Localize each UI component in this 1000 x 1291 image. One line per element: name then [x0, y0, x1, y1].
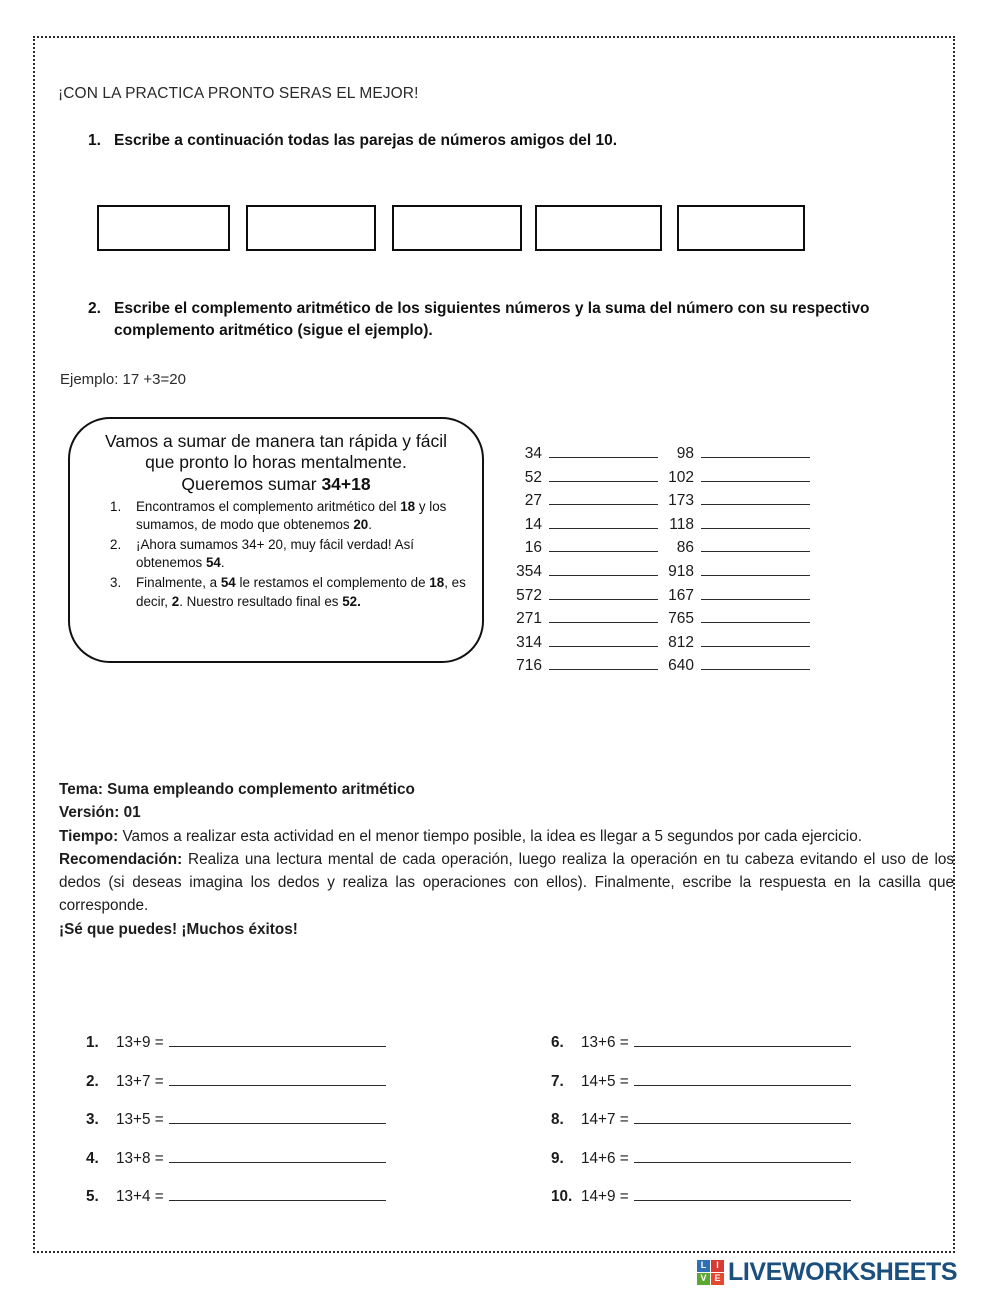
exercise-answer-blank[interactable]: [634, 1109, 851, 1124]
callout-sum-prefix: Queremos sumar: [181, 473, 322, 494]
question-1: [88, 130, 848, 152]
complement-number: 118: [669, 515, 694, 533]
complement-answer-blank[interactable]: [701, 536, 810, 552]
complement-row: [508, 489, 658, 513]
complement-answer-blank[interactable]: [701, 489, 810, 505]
complement-answer-blank[interactable]: [701, 654, 810, 670]
example-label: Ejemplo: 17 +3=20: [60, 371, 186, 388]
worksheet-info-block: [59, 778, 954, 941]
complement-number: 812: [668, 633, 694, 651]
callout-step-2-text: ¡Ahora sumamos 34+ 20, muy fácil verdad! Así obtenemos 54.: [136, 537, 414, 571]
info-version-label: Versión:: [59, 804, 120, 822]
info-tiempo: [59, 825, 954, 848]
exercise-expression: 13+9 =: [116, 1034, 164, 1051]
question-1-text: Escribe a continuación todas las parejas de números amigos del 10.: [114, 132, 618, 149]
info-recomendacion: [59, 848, 954, 918]
exercise-number: 5.: [86, 1188, 99, 1205]
callout-sum-value: 34+18: [321, 473, 371, 494]
complement-row: [660, 631, 810, 655]
exercise-number: 9.: [551, 1149, 564, 1167]
complement-answer-blank[interactable]: [549, 513, 658, 529]
complement-exercise-columns: [508, 442, 828, 682]
complement-number: 167: [668, 586, 694, 604]
complement-answer-blank[interactable]: [701, 584, 810, 600]
complement-number: 173: [668, 492, 694, 510]
exercise-answer-blank[interactable]: [634, 1071, 851, 1086]
callout-heading-line-1: Vamos a sumar de manera tan rápida y fácil: [104, 431, 448, 451]
complement-answer-blank[interactable]: [701, 560, 810, 576]
complement-row: [508, 513, 658, 537]
exercise-number: 4.: [86, 1149, 99, 1167]
complement-answer-blank[interactable]: [549, 584, 658, 600]
number-pairs-answer-boxes: [97, 205, 809, 253]
callout-step-2: [110, 536, 468, 572]
callout-sum-line: [70, 474, 482, 496]
callout-heading: [70, 419, 482, 474]
exercise-expression: 14+5 =: [581, 1072, 629, 1090]
info-recomendacion-label: Recomendación:: [59, 850, 183, 868]
complement-number: 640: [668, 657, 694, 675]
exercise-answer-blank[interactable]: [169, 1186, 386, 1201]
complement-row: [508, 560, 658, 584]
answer-box-1[interactable]: [97, 205, 230, 251]
exercise-answer-blank[interactable]: [169, 1148, 386, 1163]
callout-step-1-text: Encontramos el complemento aritmético del 18 y los sumamos, de modo que obtenemos 20.: [136, 498, 447, 532]
exercise-row: [551, 1148, 851, 1187]
complement-answer-blank[interactable]: [549, 631, 658, 647]
exercise-number: 3.: [86, 1111, 99, 1128]
complement-answer-blank[interactable]: [701, 442, 810, 458]
complement-row: [508, 654, 658, 678]
complement-column-left: [508, 442, 658, 678]
complement-answer-blank[interactable]: [701, 513, 810, 529]
exercise-expression: 14+9 =: [581, 1188, 629, 1205]
complement-answer-blank[interactable]: [549, 489, 658, 505]
info-tema: [59, 778, 954, 801]
complement-column-right: [660, 442, 810, 678]
complement-row: [660, 442, 810, 466]
callout-step-3-number: 3.: [110, 575, 122, 591]
liveworksheets-wordmark: LIVEWORKSHEETS: [728, 1257, 958, 1286]
complement-number: 102: [668, 468, 694, 486]
exercise-expression: 14+7 =: [581, 1111, 629, 1128]
exercise-row: [86, 1109, 386, 1148]
exercise-number: 10.: [551, 1188, 573, 1205]
info-tema-label: Tema:: [59, 781, 103, 798]
exercise-row: [551, 1071, 851, 1110]
callout-step-2-number: 2.: [110, 537, 122, 552]
complement-answer-blank[interactable]: [549, 607, 658, 623]
complement-row: [660, 607, 810, 631]
exercise-answer-blank[interactable]: [634, 1032, 851, 1047]
exercise-row: [86, 1186, 386, 1225]
exercise-answer-blank[interactable]: [634, 1186, 851, 1201]
exercise-answer-blank[interactable]: [169, 1071, 386, 1086]
complement-row: [660, 536, 810, 560]
complement-row: [508, 584, 658, 608]
complement-number: 98: [676, 445, 694, 462]
exercise-column-right: [551, 1032, 851, 1225]
final-exercise-area: [0, 1032, 1000, 1222]
complement-row: [660, 466, 810, 490]
complement-row: [508, 631, 658, 655]
liveworksheets-logo[interactable]: [697, 1257, 957, 1287]
exercise-number: 1.: [86, 1034, 99, 1051]
info-tiempo-value: Vamos a realizar esta actividad en el menor tiempo posible, la idea es llegar a 5 segundos por cada ejercicio.: [118, 827, 862, 845]
logo-tile-i: I: [711, 1260, 724, 1272]
logo-tile-v: V: [697, 1273, 710, 1285]
exercise-number: 8.: [551, 1111, 564, 1128]
complement-number: 572: [516, 586, 542, 604]
complement-number: 354: [516, 562, 542, 580]
method-explanation-callout: [68, 417, 484, 663]
callout-step-3: [110, 574, 468, 610]
complement-answer-blank[interactable]: [701, 631, 810, 647]
liveworksheets-tiles-icon: [697, 1260, 724, 1285]
complement-row: [660, 513, 810, 537]
complement-answer-blank[interactable]: [549, 560, 658, 576]
exercise-row: [86, 1032, 386, 1071]
exercise-expression: 13+4 =: [116, 1188, 164, 1205]
exercise-column-left: [86, 1032, 386, 1225]
callout-step-1: [110, 498, 468, 534]
complement-number: 716: [516, 657, 542, 675]
complement-number: 765: [668, 610, 694, 628]
answer-box-2[interactable]: [246, 205, 376, 251]
logo-tile-e: E: [711, 1273, 724, 1285]
info-tema-value: Suma empleando complemento aritmético: [102, 781, 415, 798]
exercise-expression: 13+8 =: [116, 1149, 164, 1167]
exercise-answer-blank[interactable]: [634, 1148, 851, 1163]
complement-row: [660, 654, 810, 678]
logo-tile-l: L: [697, 1260, 710, 1272]
callout-step-list: [70, 498, 482, 611]
complement-number: 14: [524, 515, 542, 533]
question-2: [88, 298, 878, 342]
callout-heading-line-2: que pronto lo horas mentalmente.: [145, 452, 407, 473]
callout-step-1-number: 1.: [110, 498, 122, 514]
complement-number: 314: [516, 633, 542, 651]
question-2-text: Escribe el complemento aritmético de los siguientes números y la suma del número con su respectivo complemento aritmético (sigue el ejemplo).: [114, 300, 870, 339]
complement-answer-blank[interactable]: [549, 536, 658, 552]
exercise-answer-blank[interactable]: [169, 1109, 386, 1124]
complement-number: 271: [516, 610, 542, 628]
exercise-expression: 14+6 =: [581, 1149, 629, 1167]
exercise-row: [551, 1109, 851, 1148]
complement-answer-blank[interactable]: [701, 466, 810, 482]
info-tiempo-label: Tiempo:: [59, 827, 119, 845]
complement-number: 16: [524, 539, 542, 557]
complement-row: [660, 560, 810, 584]
answer-box-4[interactable]: [535, 205, 662, 251]
complement-row: [660, 489, 810, 513]
exercise-expression: 13+5 =: [116, 1111, 164, 1128]
complement-row: [508, 607, 658, 631]
complement-row: [508, 466, 658, 490]
complement-answer-blank[interactable]: [549, 466, 658, 482]
exercise-row: [551, 1032, 851, 1071]
complement-row: [508, 536, 658, 560]
complement-number: 27: [524, 492, 542, 510]
exercise-row: [86, 1148, 386, 1187]
answer-box-5[interactable]: [677, 205, 805, 251]
complement-answer-blank[interactable]: [549, 442, 658, 458]
info-recomendacion-value: Realiza una lectura mental de cada operación, luego realiza la operación en tu cabeza evitando el uso de los dedos (si deseas imagina los dedos y realiza las operaciones con ellos). Finalmente, escribe la respuesta en la casilla que corresponde.: [59, 850, 954, 915]
complement-number: 86: [676, 539, 694, 557]
question-2-number: 2.: [88, 300, 101, 317]
exercise-expression: 13+6 =: [581, 1034, 629, 1051]
complement-number: 52: [524, 468, 542, 486]
complement-number: 918: [668, 562, 694, 580]
exercise-row: [551, 1186, 851, 1225]
exercise-number: 7.: [551, 1072, 564, 1090]
complement-answer-blank[interactable]: [701, 607, 810, 623]
exercise-number: 2.: [86, 1072, 99, 1090]
exercise-row: [86, 1071, 386, 1110]
exercise-answer-blank[interactable]: [169, 1032, 386, 1047]
complement-number: 34: [524, 445, 542, 462]
info-version-value: 01: [119, 804, 141, 822]
exercise-number: 6.: [551, 1034, 564, 1051]
complement-row: [660, 584, 810, 608]
answer-box-3[interactable]: [392, 205, 522, 251]
intro-heading: ¡CON LA PRACTICA PRONTO SERAS EL MEJOR!: [58, 85, 419, 102]
info-version: [59, 801, 954, 824]
question-1-number: 1.: [88, 132, 101, 149]
exercise-expression: 13+7 =: [116, 1072, 164, 1090]
complement-row: [508, 442, 658, 466]
info-closing: ¡Sé que puedes! ¡Muchos éxitos!: [59, 920, 298, 938]
callout-step-3-text: Finalmente, a 54 le restamos el complemento de 18, es decir, 2. Nuestro resultado final es 52.: [136, 575, 466, 609]
complement-answer-blank[interactable]: [549, 654, 658, 670]
